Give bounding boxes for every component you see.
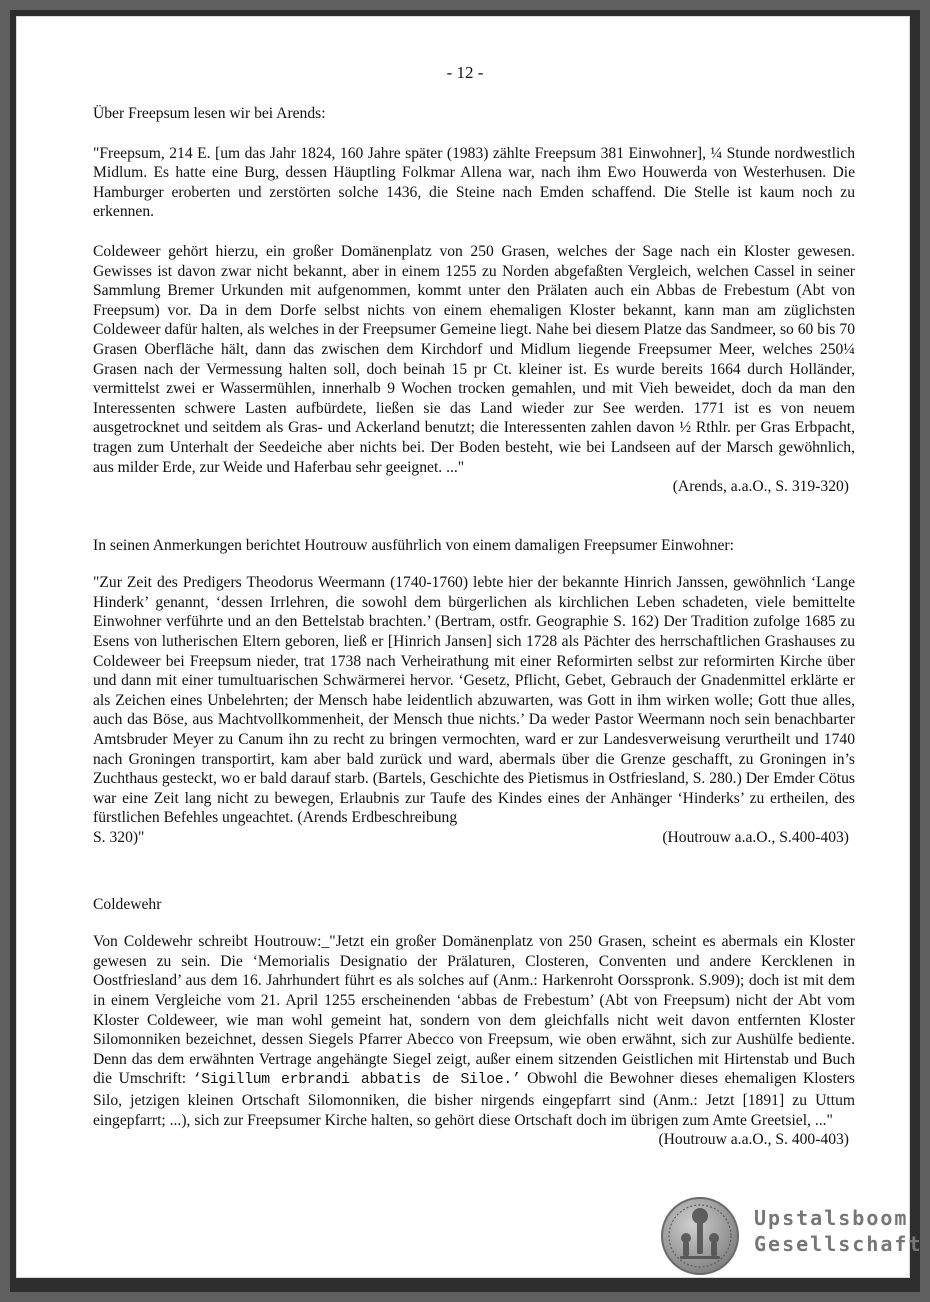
document-body (93, 104, 855, 1150)
quote-coldewehr-part-2: Obwohl die Bewohner dieses ehemaligen Klosters Silo, jetzigen kleinen Ortschaft Silomonniken, die bisher nirgends eingepfarrt sind (Anm.: Jetzt [1891] zu Uttum eingepfarrt; ...), sich zur Freepsumer Kirche halten, so gehört diese Ortschaft doch im übrigen zum Amte Greetsiel, ..." (93, 1070, 855, 1129)
intro-houtrouw: In seinen Anmerkungen berichtet Houtrouw ausführlich von einem damaligen Freepsumer Einwohner: (93, 536, 734, 554)
logo-text-line-1: Upstalsboom (754, 1206, 909, 1230)
intro-arends: Über Freepsum lesen wir bei Arends: (93, 105, 326, 122)
quote-houtrouw-body: "Zur Zeit des Predigers Theodorus Weermann (1740-1760) lebte hier der bekannte Hinrich Janssen, gewöhnlich ‘Lange Hinderk’ genannt, ‘dessen Irrlehren, die sowohl dem bürgerlichen als kirchlichen Leben schadeten, viele bemittelte Einwohner verführte und an den Bettelstab brachten.’ (Bertram, ostfr. Geographie S. 162) Der Tradition zufolge 1685 zu Esens von lutherischen Eltern geboren, ließ er [Hinrich Jansen] sich 1728 als Pächter des herrschaftlichen Grashauses zu Coldeweer bei Freepsum nieder, trat 1738 nach Verheirathung mit einer Reformirten selbst zur reformirten Kirche über und dann mit einer tumultuarischen Schwärmerei hervor. ‘Gesetz, Pflicht, Gebet, Gebrauch der Gnadenmittel erklärte er als Zeichen eines Unbelehrten; der Mensch habe leidentlich abzuwarten, was Gott in ihm wirken wolle; Gott thue alles, auch das Böse, aus Machtvollkommenheit, der Mensch thue nichts.’ Da weder Pastor Weermann noch sein benachbarter Amtsbruder Meyer zu Canum ihn zu recht zu bringen vermochten, ward er zur Landesverweisung verurtheilt und 1740 nach Groningen transportirt, kam aber bald zurück und ward, abermals über die Grenze geschafft, zu Groningen in’s Zuchthaus gesteckt, wo er bald darauf starb. (Bartels, Geschichte des Pietismus in Ostfriesland, S. 280.) Der Emder Cötus war eine Zeit lang nicht zu bewegen, Erlaubnis zur Taufe des Kindes eines der Anhänger ‘Hinderks’ zu ertheilen, des fürstlichen Befehles ungeachtet. (Arends Erdbeschreibung (93, 574, 855, 827)
upstalsboom-seal-icon (660, 1196, 740, 1276)
citation-arends: (Arends, a.a.O., S. 319-320) (672, 478, 849, 496)
quote-arends-citation-line (93, 477, 855, 497)
seal-inscription: ‘Sigillum erbrandi abbatis de Siloe.’ (192, 1072, 521, 1089)
upstalsboom-logo (660, 1196, 923, 1276)
citation-houtrouw-2: (Houtrouw a.a.O., S. 400-403) (658, 1131, 849, 1149)
quote-coldewehr-citation-line (93, 1130, 855, 1150)
section-heading-coldewehr: Coldewehr (93, 895, 162, 913)
page-number: - 12 - (446, 63, 484, 82)
quote-arends-paragraph-1: "Freepsum, 214 E. [um das Jahr 1824, 160 Jahre später (1983) zählte Freepsum 381 Einwohner], ¼ Stunde nordwestlich Midlum. Es hatte eine Burg, dessen Häuptling Folkmar Allena war, nach ihm Ewo Houwerda von Westerhusen. Die Hamburger eroberten und zerstörten solche 1436, die Steine nach Emden schaffend. Die Stelle ist kaum noch zu erkennen. (93, 144, 855, 221)
quote-houtrouw-last-line: S. 320)" (93, 829, 145, 846)
citation-houtrouw-1: (Houtrouw a.a.O., S.400-403) (662, 829, 849, 846)
quote-arends-paragraph-2: Coldeweer gehört hierzu, ein großer Domänenplatz von 250 Grasen, welches der Sage nach ein Kloster gewesen. Gewisses ist davon zwar nicht bekannt, aber in einem 1255 zu Norden abgefaßten Vergleich, welchen Cassel in seiner Sammlung Bremer Urkunden mit aufgenommen, kommt unter den Prälaten auch ein Abbas de Frebestum (Abt von Freepsum) vor. Da in dem Dorfe selbst nichts von einem ehemaligen Kloster bekannt, kann man am züglichsten Coldeweer dafür halten, als welches in der Freepsumer Gemeine liegt. Nahe bei diesem Platze das Sandmeer, so 60 bis 70 Grasen Oberfläche hält, dann das zwischen dem Kirchdorf und Midlum liegende Freepsumer Meer, welches 250¼ Grasen nach der Vermessung halten soll, doch beinah 15 pr Ct. kleiner ist. Es wurde bereits 1664 durch Holländer, vermittelst zwei er Wassermühlen, innerhalb 9 Wochen trocken gemahlen, und mit Vieh beweidet, doch da man den Interessenten schwere Lasten aufbürdete, ließen sie das Land wieder zur See werden. 1771 ist es von neuem ausgetrocknet und seitdem als Gras- und Ackerland benutzt; die Interessenten zahlen davon ½ Rthlr. per Gras Erbpacht, tragen zum Unterhalt der Seedeiche aber nichts bei. Der Boden besteht, wie bei Landseen auf der Marsch gewöhnlich, aus milder Erde, zur Weide und Haferbau sehr geeignet. ..." (93, 242, 855, 476)
quote-coldewehr (93, 932, 855, 1130)
logo-text-line-2: Gesellschaft (754, 1232, 923, 1256)
quote-houtrouw-citation-line (93, 828, 855, 848)
quote-coldewehr-part-1: Von Coldewehr schreibt Houtrouw:_"Jetzt ein großer Domänenplatz von 250 Grasen, scheint es abermals ein Kloster gewesen zu sein. Die ‘Memorialis Designatio der Prälaturen, Closteren, Conventen und andere Kercklenen in Oostfriesland’ aus dem 16. Jahrhundert führt es als solches auf (Anm.: Harkenroht Oorsspronk. S.909); doch ist mit dem in einem Vergleiche vom 21. April 1255 erscheinenden ‘abbas de Frebestum’ (Abt von Freepsum) nicht der Abt vom Kloster Coldeweer, wie man wohl gemeint hat, sondern von dem gleichfalls nicht weit davon entfernten Kloster Silomonniken bezeichnet, dessen Siegels Pfarrer Abecco von Freepsum, wie oben erwähnt, sich zur Aushülfe bediente. Denn das dem erwähnten Vertrage angehängte Siegel zeigt, außer einem sitzenden Geistlichen mit Hirtenstab und Buch die Umschrift: (93, 933, 855, 1088)
